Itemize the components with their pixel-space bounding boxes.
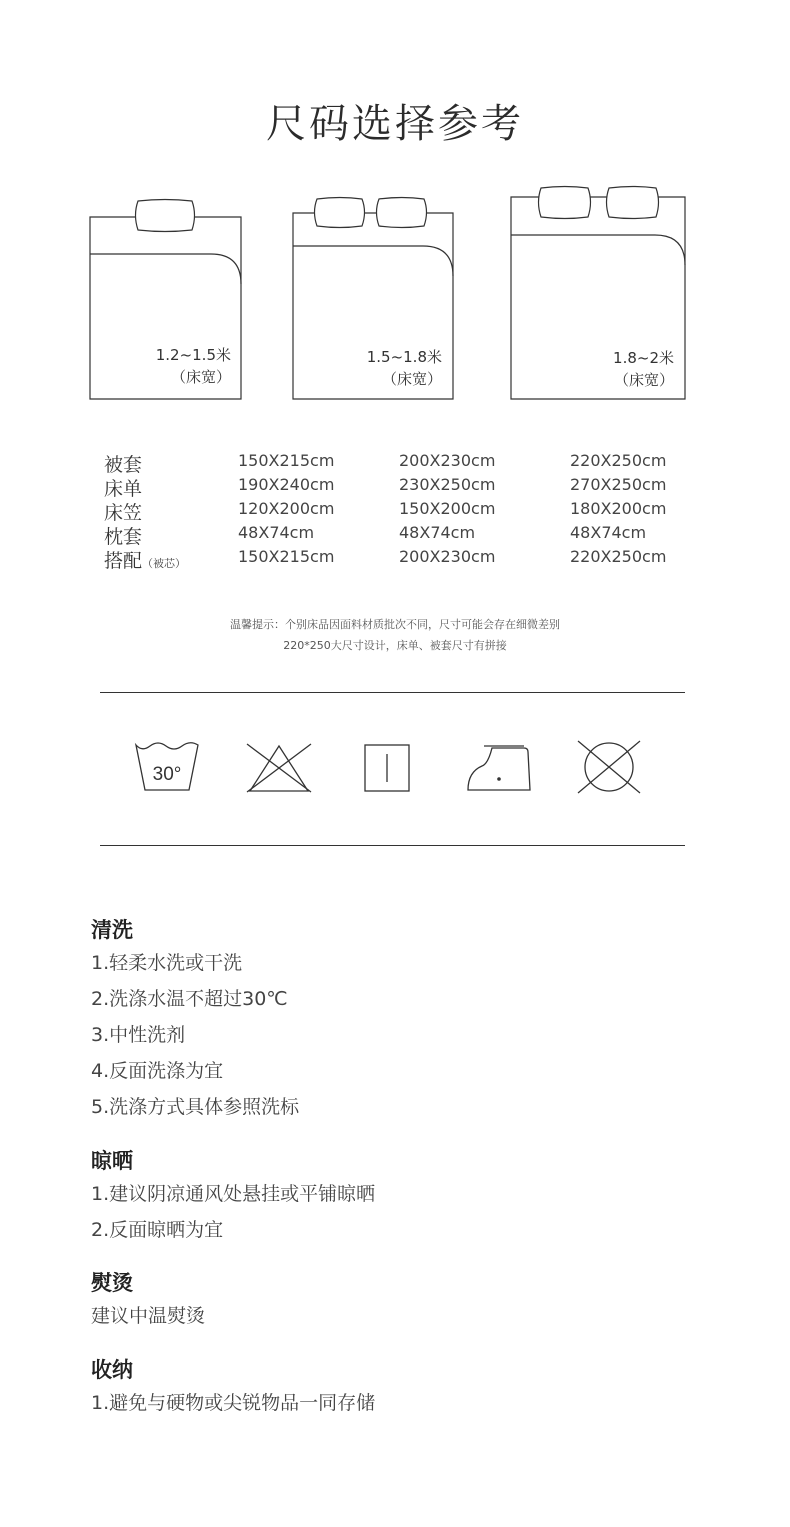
- section-title: 晾晒: [91, 1149, 133, 1173]
- row-label: 搭配: [104, 550, 143, 572]
- table-cell: 200X230cm: [399, 451, 496, 470]
- table-cell: 220X250cm: [570, 451, 667, 470]
- table-row: [104, 523, 704, 547]
- section-title: 收纳: [91, 1358, 133, 1382]
- table-row: [104, 547, 704, 571]
- iron-low-icon: [466, 744, 532, 792]
- bed-width-note: （床宽）: [613, 371, 674, 389]
- table-cell: 180X200cm: [570, 499, 667, 518]
- note-line-1: 温馨提示：个别床品因面料材质批次不同，尺寸可能会存在细微差别: [230, 618, 560, 631]
- wash-temp-label: 30°: [152, 764, 182, 785]
- table-row: [104, 499, 704, 523]
- divider-bottom: [100, 845, 685, 846]
- bed-size-label: 1.5~1.8米: [366, 348, 442, 366]
- row-label: 枕套: [104, 526, 143, 548]
- section-title: 熨烫: [91, 1271, 133, 1295]
- row-label: 床单: [104, 478, 143, 500]
- bed-diagram-medium: [292, 197, 454, 401]
- bed-width-note: （床宽）: [170, 368, 231, 386]
- section-washing: [91, 915, 299, 1125]
- list-item: 3.中性洗剂: [91, 1024, 186, 1046]
- row-label: 床笠: [104, 502, 143, 524]
- list-item: 建议中温熨烫: [91, 1305, 206, 1327]
- note-line-2: 220*250大尺寸设计，床单、被套尺寸有拼接: [283, 639, 507, 652]
- table-cell: 230X250cm: [399, 475, 496, 494]
- table-cell: 48X74cm: [238, 523, 315, 542]
- page-title: 尺码选择参考: [266, 101, 524, 147]
- table-cell: 120X200cm: [238, 499, 335, 518]
- table-cell: 220X250cm: [570, 547, 667, 566]
- list-item: 1.建议阴凉通风处悬挂或平铺晾晒: [91, 1183, 376, 1205]
- list-item: 2.反面晾晒为宜: [91, 1219, 224, 1241]
- list-item: 1.轻柔水洗或干洗: [91, 952, 243, 974]
- table-cell: 150X215cm: [238, 451, 335, 470]
- section-drying: [91, 1146, 375, 1248]
- table-cell: 200X230cm: [399, 547, 496, 566]
- wash-30-icon: [134, 743, 200, 793]
- row-label-suffix: （被芯）: [142, 557, 187, 570]
- list-item: 5.洗涤方式具体参照洗标: [91, 1096, 300, 1118]
- bed-size-label: 1.2~1.5米: [155, 346, 231, 364]
- section-ironing: [91, 1268, 205, 1334]
- table-cell: 48X74cm: [570, 523, 647, 542]
- section-storage: [91, 1355, 375, 1421]
- bed-diagram-small: [89, 198, 243, 400]
- table-row: [104, 451, 704, 475]
- table-cell: 48X74cm: [399, 523, 476, 542]
- list-item: 4.反面洗涤为宜: [91, 1060, 224, 1082]
- table-cell: 190X240cm: [238, 475, 335, 494]
- list-item: 1.避免与硬物或尖锐物品一同存储: [91, 1392, 376, 1414]
- row-label: 被套: [104, 454, 143, 476]
- no-bleach-icon: [245, 742, 313, 794]
- size-table: [104, 451, 704, 571]
- table-cell: 270X250cm: [570, 475, 667, 494]
- bed-diagram-large: [510, 185, 686, 401]
- divider-top: [100, 692, 685, 693]
- bed-width-note: （床宽）: [381, 370, 442, 388]
- table-cell: 150X200cm: [399, 499, 496, 518]
- hang-dry-icon: [364, 744, 410, 792]
- table-cell: 150X215cm: [238, 547, 335, 566]
- list-item: 2.洗涤水温不超过30℃: [91, 988, 288, 1010]
- table-row: [104, 475, 704, 499]
- no-tumble-dry-icon: [576, 739, 642, 795]
- bed-size-label: 1.8~2米: [613, 349, 674, 367]
- section-title: 清洗: [91, 918, 133, 942]
